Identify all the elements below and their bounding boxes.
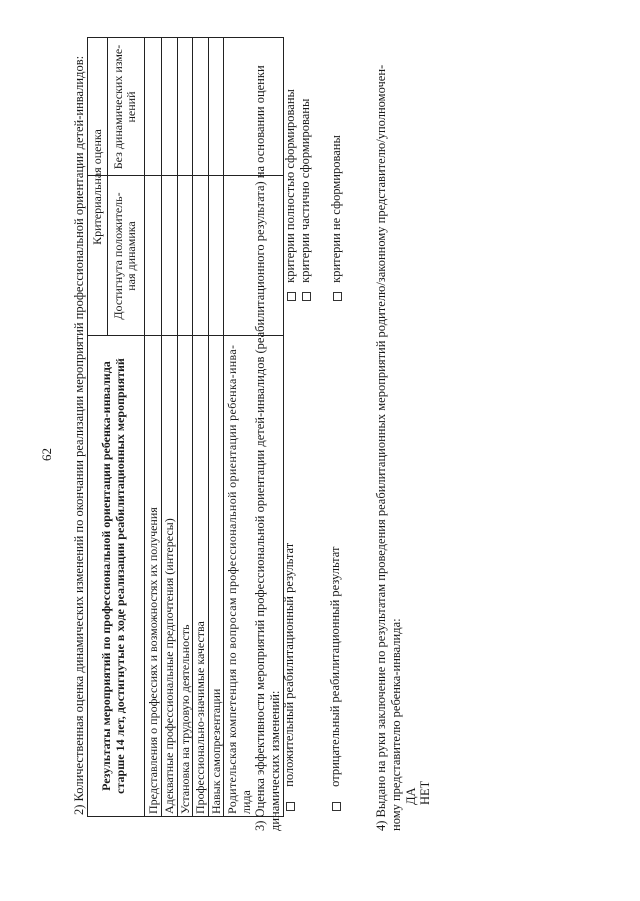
positive-result-label: положительный реабилитационный результат bbox=[282, 542, 296, 787]
table-row-label: Навык самопрезентации bbox=[209, 688, 223, 814]
table-row-label: Родительская компетенция по вопросам профессиональной ориентации ребенка-инва- bbox=[225, 344, 239, 814]
no-dynamics-header-line2: нений bbox=[124, 91, 138, 123]
negative-result-checkbox[interactable] bbox=[332, 802, 341, 811]
table-divider bbox=[144, 38, 145, 816]
table-divider bbox=[107, 38, 108, 336]
partially-formed-checkbox[interactable] bbox=[302, 292, 311, 301]
positive-dynamics-header-line1: Достигнута положитель- bbox=[111, 192, 125, 320]
fully-formed-label: критерии полностью сформированы bbox=[283, 89, 297, 283]
results-column-header bbox=[100, 336, 127, 816]
section-2-heading: 2) Количественная оценка динамических изменений по окончании реализации мероприятий профессиональной ориентации детей-инвалидов: bbox=[72, 55, 86, 815]
table-row-label: Профессионально-значимые качества bbox=[193, 621, 207, 814]
partially-formed-row bbox=[298, 99, 312, 301]
page-number: 62 bbox=[39, 448, 54, 461]
table-row-label: Адекватные профессиональные предпочтения (интересы) bbox=[162, 518, 176, 814]
negative-result-row bbox=[328, 547, 342, 811]
positive-result-row bbox=[282, 543, 296, 811]
criteria-header: Критериальная оценка bbox=[90, 129, 104, 245]
partially-formed-label: критерии частично сформированы bbox=[298, 98, 312, 283]
results-column-header-line1: Результаты мероприятий по профессиональной ориентации ребенка-инвалида bbox=[99, 361, 113, 791]
section-4-heading-cont: ному представителю ребенка-инвалида: bbox=[389, 618, 403, 831]
positive-dynamics-header-line2: ная динамика bbox=[124, 221, 138, 291]
section-4-heading: 4) Выдано на руки заключение по результатам проведения реабилитационных мероприятий родителю/законному представителю/уполномочен- bbox=[374, 64, 388, 831]
table-row-label-continuation: лида bbox=[239, 790, 253, 814]
no-dynamics-header-line1: Без динамических изме- bbox=[111, 44, 125, 170]
not-formed-label: критерии не сформированы bbox=[329, 135, 343, 283]
table-divider bbox=[223, 38, 224, 816]
positive-result-checkbox[interactable] bbox=[286, 802, 295, 811]
answer-no[interactable]: НЕТ bbox=[418, 780, 432, 805]
table-row-label: Установка на трудовую деятельность bbox=[178, 624, 192, 814]
section-3-heading-cont: динамических изменений: bbox=[268, 690, 282, 831]
table-row-label: Представления о профессиях и возможностях их получения bbox=[146, 507, 160, 814]
fully-formed-row bbox=[283, 89, 297, 301]
section-3-heading: 3) Оценка эффективности мероприятий профессиональной ориентации детей-инвалидов (реабилитационного результата) на основании оценки bbox=[253, 65, 267, 831]
negative-result-label: отрицательный реабилитационный результат bbox=[328, 546, 342, 787]
results-column-header-line2: старше 14 лет, достигнутые в ходе реализации реабилитационных мероприятий bbox=[112, 358, 127, 794]
not-formed-row bbox=[329, 135, 343, 301]
positive-dynamics-header bbox=[112, 176, 138, 336]
no-dynamics-header bbox=[112, 38, 138, 176]
fully-formed-checkbox[interactable] bbox=[287, 292, 296, 301]
answer-yes[interactable]: ДА bbox=[404, 787, 418, 805]
not-formed-checkbox[interactable] bbox=[333, 292, 342, 301]
